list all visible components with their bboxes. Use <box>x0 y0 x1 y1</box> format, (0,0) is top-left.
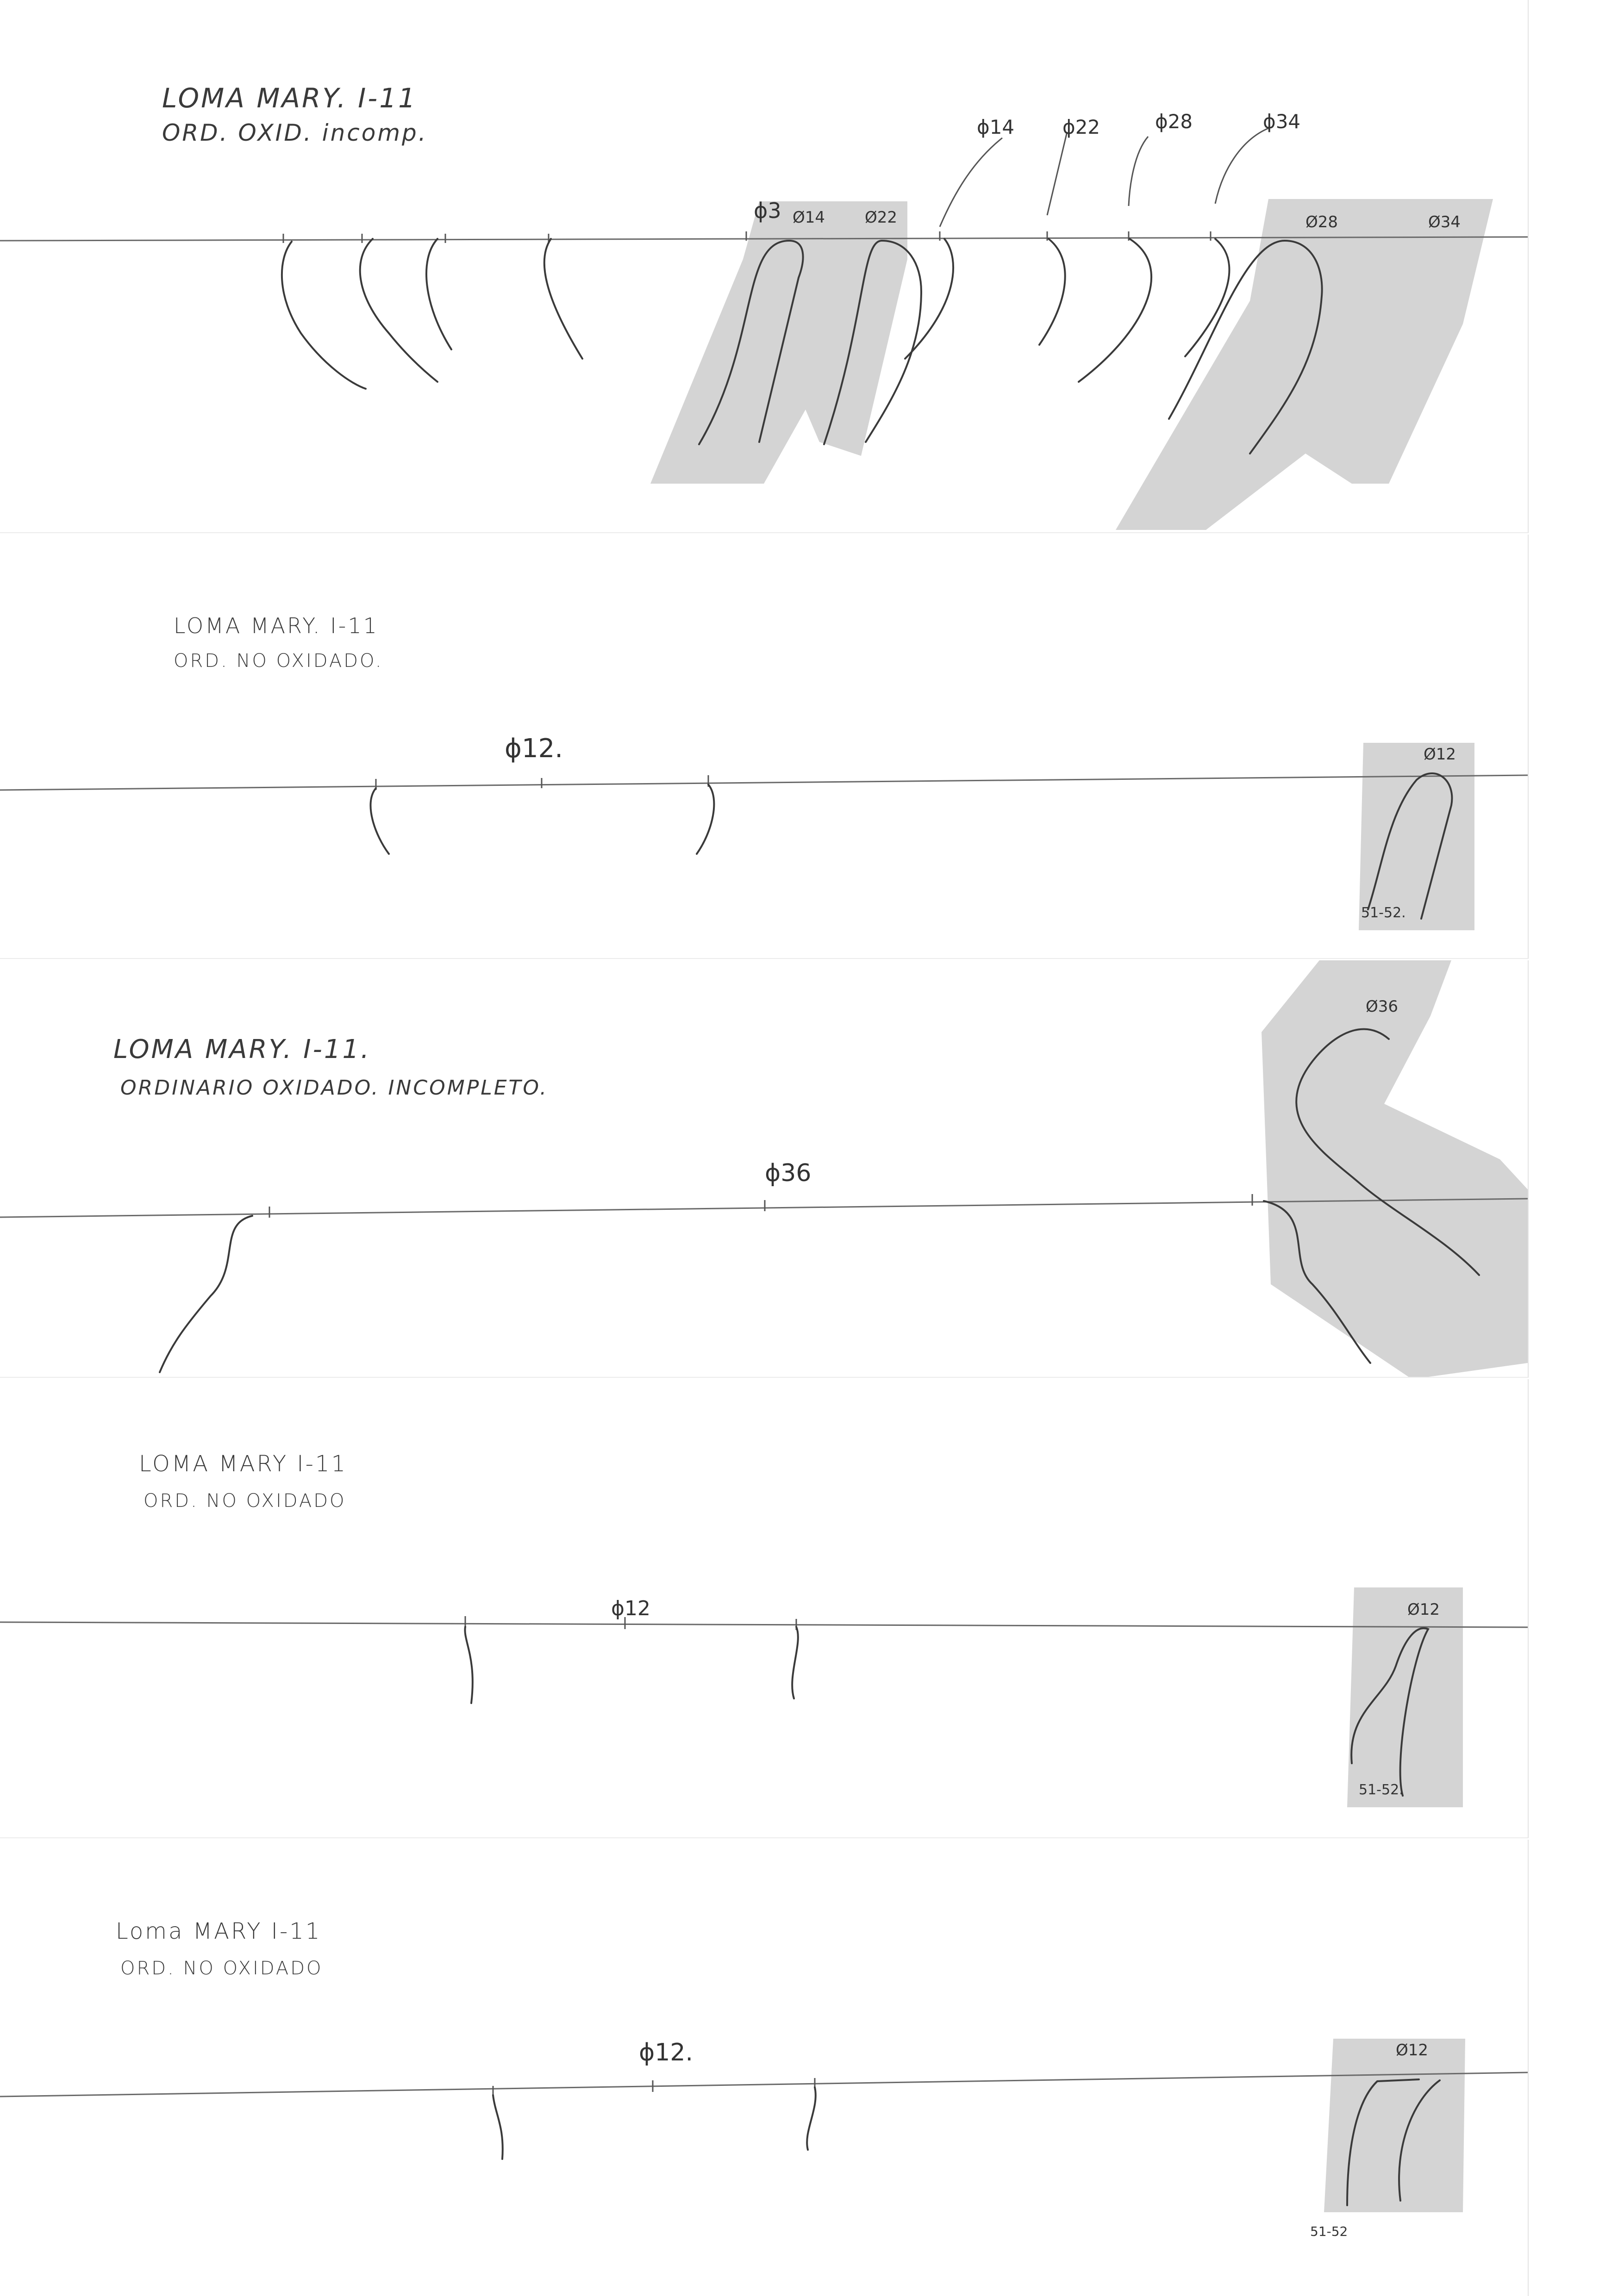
profile-shading-14-22 <box>650 201 907 484</box>
diameter-label: ϕ36 <box>765 1159 812 1187</box>
diameter-label-34: ϕ34 <box>1263 110 1301 133</box>
sheet-subtitle: ORD. NO OXIDADO <box>144 1490 346 1512</box>
profile-shading <box>1347 1587 1463 1807</box>
rim-profiles-drawing-2 <box>0 535 1528 958</box>
profile-note: 51-52 <box>1310 2224 1348 2239</box>
sheet-subtitle: ORD. OXID. incomp. <box>162 119 428 146</box>
drawing-sheet-4 <box>0 1379 1529 1838</box>
rim-profiles-drawing-4 <box>0 1379 1528 1837</box>
drawing-sheet-1 <box>0 0 1529 533</box>
sheet-title: LOMA MARY. I-11 <box>162 82 418 114</box>
drawing-sheet-5 <box>0 1840 1529 2296</box>
sheet-title: LOMA MARY I-11 <box>139 1451 347 1477</box>
profile-label-28: Ø28 <box>1305 213 1338 231</box>
sheet-subtitle: ORDINARIO OXIDADO. INCOMPLETO. <box>120 1076 549 1100</box>
sheet-subtitle: ORD. NO OXIDADO <box>120 1958 323 1979</box>
profile-label-22: Ø22 <box>865 208 898 227</box>
profile-label: Ø12 <box>1396 2041 1429 2060</box>
diameter-label-14: ϕ14 <box>977 116 1015 138</box>
diameter-label: ϕ12 <box>611 1597 651 1620</box>
profile-note: 51-52. <box>1359 1782 1404 1798</box>
profile-note: 51-52. <box>1361 905 1406 921</box>
profile-label: Ø12 <box>1407 1600 1440 1619</box>
diameter-label-22: ϕ22 <box>1062 116 1100 138</box>
profile-shading <box>1324 2039 1465 2212</box>
rim-baseline <box>0 775 1528 790</box>
sheet-title: LOMA MARY. I-11. <box>113 1034 371 1064</box>
diameter-label-28: ϕ28 <box>1155 110 1193 133</box>
rim-profiles-drawing-3 <box>0 960 1528 1377</box>
diameter-label: ϕ12. <box>505 734 563 764</box>
rim-baseline <box>0 2072 1528 2097</box>
diameter-label-3: ϕ3 <box>754 198 781 223</box>
drawing-sheet-3 <box>0 960 1529 1378</box>
sheet-title: LOMA MARY. I-11 <box>174 613 379 638</box>
rim-profiles-drawing-1 <box>0 0 1528 532</box>
profile-label: Ø36 <box>1366 997 1399 1016</box>
profile-label-34: Ø34 <box>1428 213 1461 231</box>
diameter-label: ϕ12. <box>639 2039 693 2066</box>
drawing-sheet-2 <box>0 535 1529 959</box>
profile-label: Ø12 <box>1424 745 1456 764</box>
profile-shading <box>1359 743 1474 930</box>
sheet-title: Loma MARY I-11 <box>116 1918 322 1944</box>
rim-baseline <box>0 1622 1528 1627</box>
rim-profiles-drawing-5 <box>0 1840 1528 2296</box>
profile-label-14: Ø14 <box>793 208 825 227</box>
sheet-subtitle: ORD. NO OXIDADO. <box>174 650 383 672</box>
profile-shading <box>1262 960 1528 1377</box>
